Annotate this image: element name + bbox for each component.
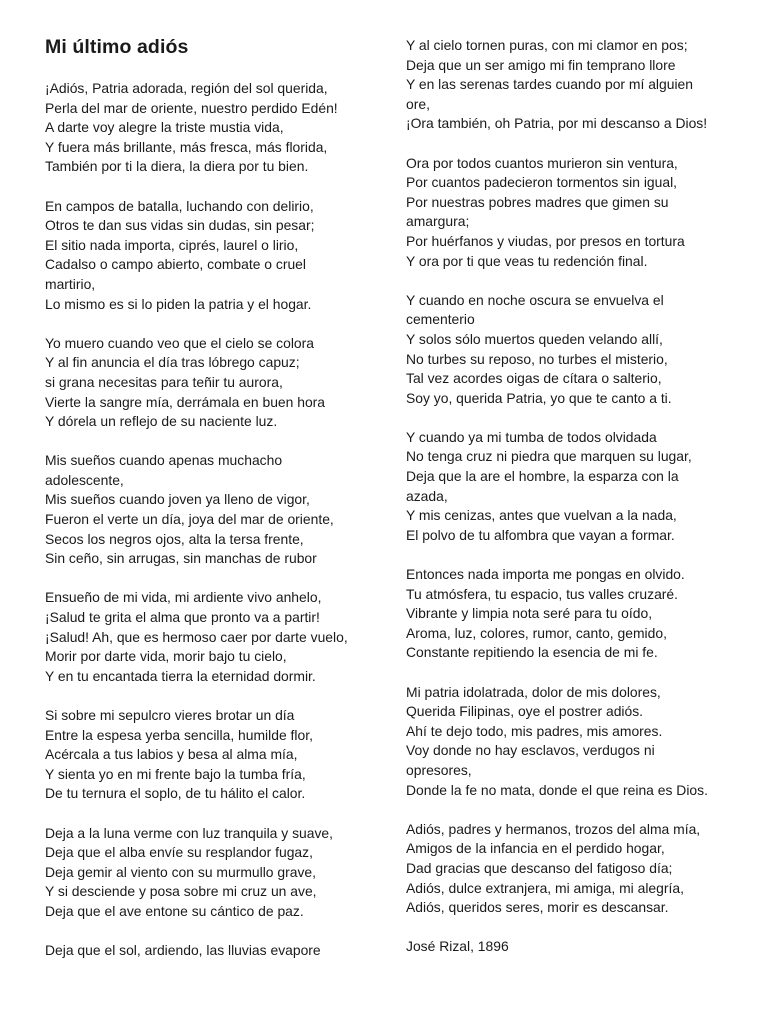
verse-line: Y mis cenizas, antes que vuelvan a la nada, [406, 507, 677, 524]
verse-line: Y solos sólo muertos queden velando allí, [406, 330, 663, 347]
verse-line: Y al cielo tornen puras, con mi clamor en pos; [406, 37, 688, 53]
left-column [45, 79, 363, 980]
verse-line: Y ora por ti que veas tu redención final. [406, 252, 648, 269]
right-column-stanzas [406, 36, 724, 918]
verse-line: Querida Filipinas, oye el postrer adiós. [406, 703, 644, 720]
verse-line: Amigos de la infancia en el perdido hogar, [406, 840, 665, 857]
verse-line: opresores, [406, 761, 472, 778]
verse-line: Ensueño de mi vida, mi ardiente vivo anhelo, [45, 589, 322, 606]
verse-line: Yo muero cuando veo que el cielo se colora [45, 334, 314, 351]
verse-line: No turbes su reposo, no turbes el misterio, [406, 350, 668, 367]
stanza [406, 820, 724, 918]
verse-line: Deja que el sol, ardiendo, las lluvias evapore [45, 942, 321, 959]
verse-line: Y en las serenas tardes cuando por mí alguien [406, 76, 693, 93]
verse-line: Voy donde no hay esclavos, verdugos ni [406, 742, 655, 759]
stanza [406, 428, 724, 546]
verse-line: Fueron el verte un día, joya del mar de oriente, [45, 511, 334, 528]
verse-line: amargura; [406, 213, 470, 230]
stanza [45, 588, 363, 686]
verse-line: El sitio nada importa, ciprés, laurel o lirio, [45, 236, 299, 253]
verse-line: Tal vez acordes oigas de cítara o salterio, [406, 370, 662, 387]
verse-line: Deja que la are el hombre, la esparza con la [406, 468, 679, 485]
verse-line: Y cuando ya mi tumba de todos olvidada [406, 428, 657, 445]
verse-line: Cadalso o campo abierto, combate o cruel [45, 256, 306, 273]
verse-line: Aroma, luz, colores, rumor, canto, gemido, [406, 624, 667, 641]
stanza [406, 36, 724, 134]
verse-line: Vibrante y limpia nota seré para tu oído, [406, 605, 653, 622]
verse-line: Y cuando en noche oscura se envuelva el [406, 291, 664, 308]
verse-line: Entre la espesa yerba sencilla, humilde flor, [45, 726, 313, 743]
verse-line: Y al fin anuncia el día tras lóbrego capuz; [45, 354, 300, 371]
verse-line: adolescente, [45, 471, 124, 488]
verse-line: No tenga cruz ni piedra que marquen su lugar, [406, 448, 692, 465]
stanza [45, 197, 363, 315]
verse-line: Vierte la sangre mía, derrámala en buen hora [45, 393, 326, 410]
stanza [45, 706, 363, 804]
verse-line: Secos los negros ojos, alta la tersa frente, [45, 530, 304, 547]
verse-line: Ora por todos cuantos murieron sin ventura, [406, 154, 678, 171]
verse-line: Adiós, dulce extranjera, mi amiga, mi alegría, [406, 879, 684, 896]
verse-line: Mis sueños cuando joven ya lleno de vigor, [45, 491, 310, 508]
verse-line: Mis sueños cuando apenas muchacho [45, 452, 283, 469]
verse-line: Lo mismo es si lo piden la patria y el hogar. [45, 295, 312, 312]
verse-line: Y fuera más brillante, más fresca, más florida, [45, 138, 328, 155]
verse-line: si grana necesitas para teñir tu aurora, [45, 373, 283, 390]
verse-line: Deja a la luna verme con luz tranquila y suave, [45, 824, 334, 841]
verse-line: Entonces nada importa me pongas en olvido. [406, 566, 685, 583]
verse-line: Deja que un ser amigo mi fin temprano llore [406, 56, 676, 73]
stanza [406, 683, 724, 801]
verse-line: ore, [406, 95, 430, 112]
verse-line: Adiós, queridos seres, morir es descansar. [406, 899, 669, 916]
verse-line: Y sienta yo en mi frente bajo la tumba fría, [45, 765, 306, 782]
verse-line: Acércala a tus labios y besa al alma mía, [45, 746, 298, 763]
stanza [406, 291, 724, 409]
verse-line: Por nuestras pobres madres que gimen su [406, 193, 669, 210]
verse-line: azada, [406, 487, 448, 504]
verse-line: Tu atmósfera, tu espacio, tus valles cruzaré. [406, 585, 679, 602]
verse-line: ¡Salud te grita el alma que pronto va a partir! [45, 609, 320, 626]
stanza [45, 79, 363, 177]
verse-line: Por cuantos padecieron tormentos sin igual, [406, 174, 678, 191]
verse-line: Deja gemir al viento con su murmullo grave, [45, 863, 316, 880]
verse-line: El polvo de tu alfombra que vayan a formar. [406, 526, 675, 543]
stanza [45, 334, 363, 432]
right-column [406, 36, 724, 957]
stanza [45, 451, 363, 569]
verse-line: ¡Ora también, oh Patria, por mi descanso a Dios! [406, 115, 708, 132]
verse-line: Soy yo, querida Patria, yo que te canto a ti. [406, 389, 672, 406]
verse-line: Perla del mar de oriente, nuestro perdido Edén! [45, 99, 338, 116]
poem-title: Mi último adiós [45, 36, 189, 58]
stanza [406, 154, 724, 272]
verse-line: Y si desciende y posa sobre mi cruz un ave, [45, 883, 317, 900]
verse-line: En campos de batalla, luchando con delirio, [45, 197, 314, 214]
verse-line: Ahí te dejo todo, mis padres, mis amores. [406, 722, 663, 739]
signature: José Rizal, 1896 [406, 938, 509, 955]
verse-line: Mi patria idolatrada, dolor de mis dolores, [406, 683, 661, 700]
stanza [406, 565, 724, 663]
verse-line: A darte voy alegre la triste mustia vida, [45, 119, 284, 136]
verse-line: martirio, [45, 275, 96, 292]
verse-line: Otros te dan sus vidas sin dudas, sin pesar; [45, 217, 315, 234]
verse-line: Dad gracias que descanso del fatigoso día; [406, 859, 673, 876]
verse-line: De tu ternura el soplo, de tu hálito el calor. [45, 785, 306, 802]
verse-line: Por huérfanos y viudas, por presos en tortura [406, 232, 685, 249]
verse-line: Si sobre mi sepulcro vieres brotar un día [45, 707, 295, 723]
verse-line: Deja que el alba envíe su resplandor fugaz, [45, 844, 313, 861]
verse-line: Y en tu encantada tierra la eternidad dormir. [45, 667, 316, 684]
stanza [45, 824, 363, 922]
verse-line: Sin ceño, sin arrugas, sin manchas de rubor [45, 550, 317, 567]
verse-line: Constante repitiendo la esencia de mi fe. [406, 644, 658, 661]
verse-line: También por ti la diera, la diera por tu bien. [45, 158, 309, 175]
verse-line: Adiós, padres y hermanos, trozos del alma mía, [406, 820, 701, 837]
verse-line: ¡Adiós, Patria adorada, región del sol querida, [45, 80, 328, 96]
verse-line: Deja que el ave entone su cántico de paz. [45, 902, 304, 919]
verse-line: ¡Salud! Ah, que es hermoso caer por darte vuelo, [45, 628, 348, 645]
stanza [45, 941, 363, 961]
verse-line: Y dórela un reflejo de su naciente luz. [45, 413, 278, 430]
verse-line: cementerio [406, 311, 475, 328]
verse-line: Donde la fe no mata, donde el que reina es Dios. [406, 781, 708, 798]
verse-line: Morir por darte vida, morir bajo tu cielo, [45, 648, 287, 665]
